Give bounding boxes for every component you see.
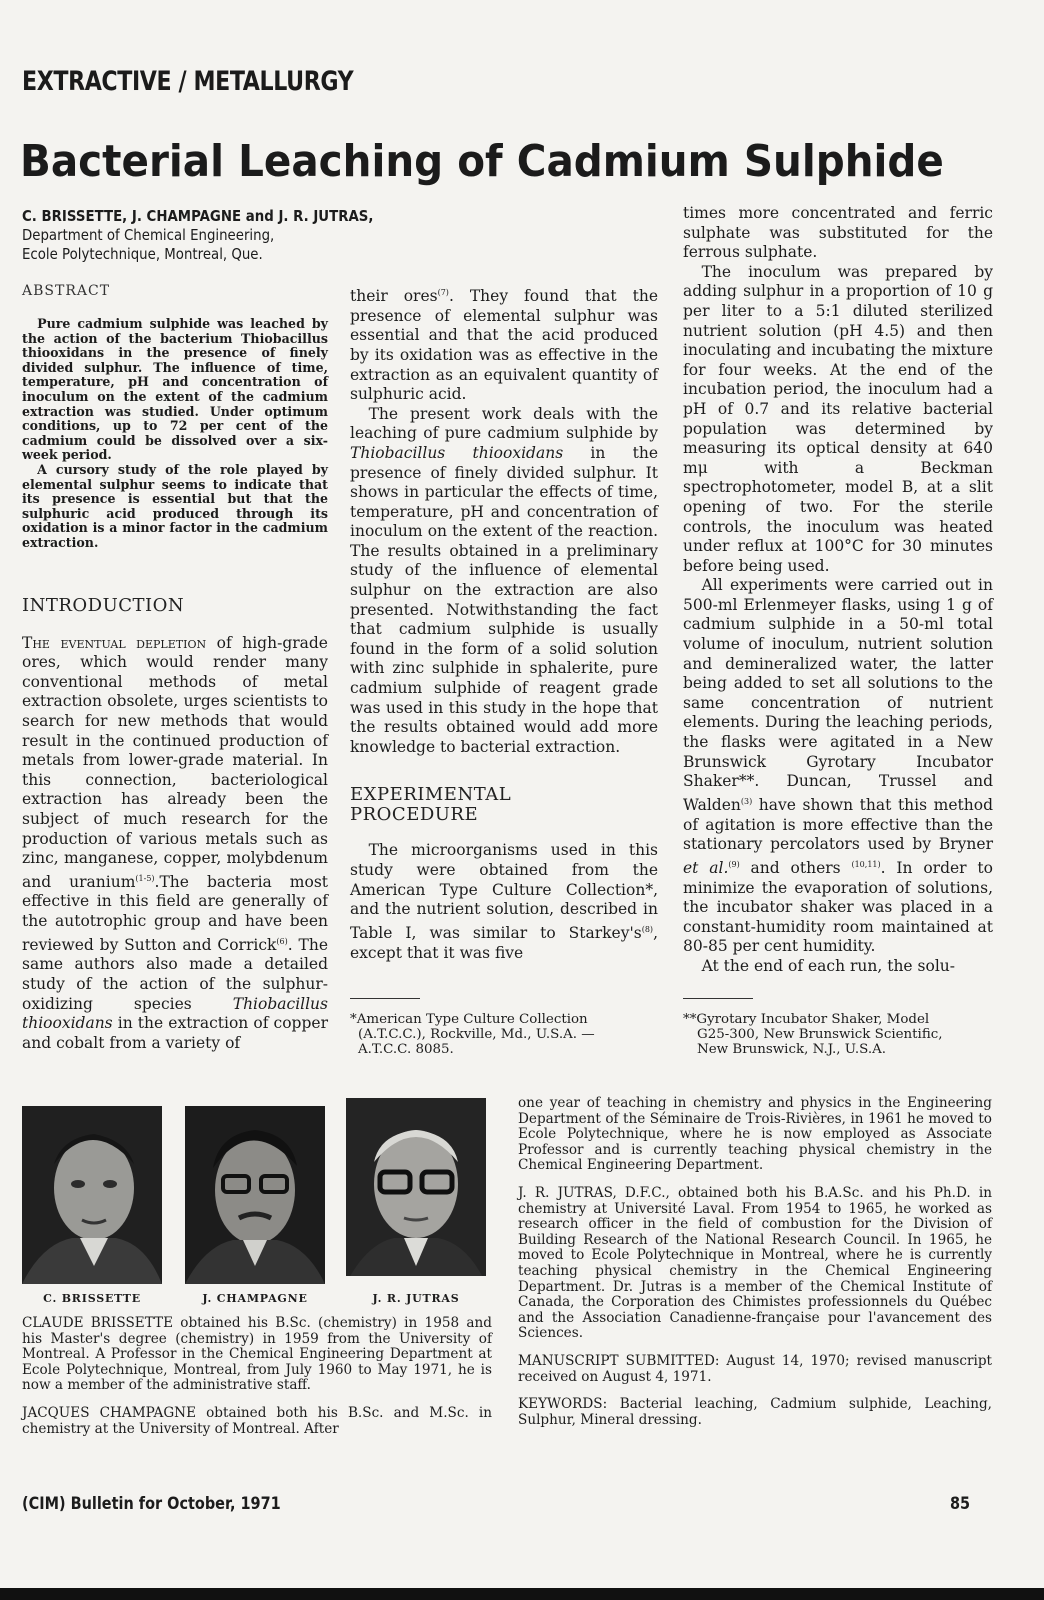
body-paragraph: At the end of each run, the solu- (701, 956, 955, 975)
bios-left (22, 1316, 492, 1449)
body-paragraph (350, 405, 658, 758)
section-header: EXTRACTIVE / METALLURGY (22, 66, 354, 97)
body-text: of high-grade ores, which would render many conventional methods of metal extraction obsolete, urges scientists to search for new methods that would result in the continued production of metals from lower-grade material. In this connection, bacteriological extraction has already been the subject of much research for the production of various metals such as zinc, manganese, copper, molybdenum and uranium (22, 633, 328, 891)
photo-caption: C. BRISSETTE (43, 1292, 141, 1305)
body-text: All experiments were carried out in 500-ml Erlenmeyer flasks, using 1 g of cadmium sulphide in a 50-ml total volume of inoculum, nutrient solution and demineralized water, the latter being added to set all solutions to the same concentration of nutrient elements. During the leaching periods, the flasks were agitated in a New Brunswick Gyrotary Incubator Shaker**. Duncan, Trussel and Walden (683, 576, 993, 814)
reference-marker: (6) (276, 936, 288, 946)
introduction-heading: INTRODUCTION (22, 595, 185, 616)
body-paragraph: The inoculum was prepared by adding sulphur in a proportion of 10 g per liter to a 5:1 diluted sterilized nutrient solution (pH 4.5) and then inoculating and incubating the mixture for four weeks. At the end of the incubation period, the inoculum had a pH of 0.7 and its relative bacterial population was determined by measuring its optical density at 640 mμ with a Beckman spectrophotometer, model B, at a slit opening of two. For the sterile controls, the inoculum was heated under reflux at 100°C for 30 minutes before being used. (683, 262, 993, 575)
heading-line: PROCEDURE (350, 804, 479, 826)
footnote-line: New Brunswick, N.J., U.S.A. (697, 1042, 886, 1057)
body-text: The microorganisms used in this study were obtained from the American Type Culture Collection*, and the nutrient solution, described in Table I, was similar to Starkey's (350, 841, 658, 942)
bios-right (518, 1096, 992, 1440)
introduction-paragraph (22, 634, 328, 1054)
abstract-paragraph: Pure cadmium sulphide was leached by the action of the bacterium Thiobacillus thiooxidans in the presence of finely divided sulphur. The influence of time, temperature, pH and concentration of inoculum on the extent of the cadmium extraction was studied. Under optimum conditions, up to 72 per cent of the cadmium could be dissolved over a six-week period. (22, 316, 328, 463)
author-names: C. BRISSETTE, J. CHAMPAGNE and J. R. JUTRAS, (22, 207, 374, 225)
portrait-image (22, 1106, 162, 1284)
page-number: 85 (950, 1494, 971, 1514)
introduction-section (22, 596, 328, 1053)
abstract-body (22, 317, 328, 551)
species-name: Thiobacillus thiooxidans (350, 443, 564, 462)
body-text: , except that it was five (350, 923, 658, 962)
manuscript-dates: MANUSCRIPT SUBMITTED: August 14, 1970; revised manuscript received on August 4, 1971. (518, 1352, 992, 1385)
footnote (683, 1012, 993, 1057)
footnote-line: *American Type Culture Collection (350, 1012, 588, 1027)
reference-marker: (7) (437, 288, 449, 297)
column-two-text (350, 283, 658, 963)
bio-champagne-start: JACQUES CHAMPAGNE obtained both his B.Sc. and M.Sc. in chemistry at the University of Montreal. After (22, 1404, 492, 1437)
footnote-line: A.T.C.C. 8085. (358, 1042, 454, 1057)
reference-marker: (3) (740, 796, 753, 806)
bio-brissette: CLAUDE BRISSETTE obtained his B.Sc. (chemistry) in 1958 and his Master's degree (chemistry) in 1959 from the University of Montreal. A Professor in the Chemical Engineering Department at Ecole Polytechnique, Montreal, from July 1960 to May 1971, he is now a member of the administrative staff. (22, 1315, 492, 1394)
reference-marker: (9) (728, 859, 740, 869)
footnote-line: (A.T.C.C.), Rockville, Md., U.S.A. — (358, 1027, 595, 1042)
body-text: . They found that the presence of elemental sulphur was essential and that the acid produced by its oxidation was as effective in the extraction as an equivalent quantity of sulphuric acid. (350, 287, 658, 404)
keywords: KEYWORDS: Bacterial leaching, Cadmium sulphide, Leaching, Sulphur, Mineral dressing. (518, 1396, 992, 1428)
body-text: and others (739, 858, 852, 877)
abstract-section (22, 283, 328, 551)
body-paragraph (683, 576, 993, 957)
body-text: The present work deals with the leaching of pure cadmium sulphide by (350, 404, 658, 443)
abstract-paragraph: A cursory study of the role played by elemental sulphur seems to indicate that its presence is essential but that the sulphuric acid produced through its oxidation is a minor factor in the cadmium extraction. (22, 461, 328, 550)
photo-caption: J. R. JUTRAS (372, 1292, 460, 1305)
reference-marker: (1-5) (135, 873, 155, 883)
portrait-image (185, 1106, 325, 1284)
journal-footer: (CIM) Bulletin for October, 1971 (22, 1494, 281, 1514)
reference-marker: (8) (641, 924, 654, 934)
footnote-divider (350, 998, 420, 999)
footnote (350, 1012, 650, 1057)
species-name: Thiobacillus thiooxidans (22, 994, 328, 1033)
page-edge-band (0, 1588, 1044, 1600)
portrait-image (346, 1098, 486, 1276)
body-text: . In order to minimize the evaporation of solutions, the incubator shaker was placed in a constant-humidity room maintained at 80-85 per cent humidity. (683, 858, 993, 956)
photo-caption: J. CHAMPAGNE (202, 1292, 308, 1305)
body-text: . The same authors also made a detailed study of the action of the sulphur-oxidizing species (22, 935, 328, 1013)
author-affiliation-department: Department of Chemical Engineering, (22, 226, 275, 244)
body-text: in the presence of finely divided sulphur. It shows in particular the effects of time, temperature, pH and concentration of inoculum on the extent of the reaction. The results obtained in a preliminary study of the influence of elemental sulphur on the extraction are also presented. Notwithstanding the fact that cadmium sulphide is usually found in the form of a solid solution with zinc sulphide in sphalerite, pure cadmium sulphide of reagent grade was used in this study in the hope that the results obtained would add more knowledge to bacterial extraction. (350, 443, 658, 756)
body-paragraph: times more concentrated and ferric sulphate was substituted for the ferrous sulphate. (683, 204, 993, 262)
author-affiliation-school: Ecole Polytechnique, Montreal, Que. (22, 245, 263, 263)
author-photo-jutras (346, 1098, 486, 1276)
footnote-line: **Gyrotary Incubator Shaker, Model (683, 1012, 930, 1027)
body-paragraph (350, 841, 658, 963)
column-three-text (683, 204, 993, 976)
body-text: .The bacteria most effective in this field are generally of the autotrophic group and have been reviewed by Sutton and Corrick (22, 872, 329, 954)
heading-line: EXPERIMENTAL (350, 784, 512, 806)
bio-jutras: J. R. JUTRAS, D.F.C., obtained both his B.A.Sc. and his Ph.D. in chemistry at Université Laval. From 1954 to 1965, he worked as research officer in the field of combustion for the Division of Building Research of the National Research Council. In 1965, he moved to Ecole Polytechnique in Montreal, where he is currently teaching physical chemistry in the Chemical Engineering Department. Dr. Jutras is a member of the Chemical Institute of Canada, the Corporation des Chimistes professionnels du Québec and the Association Canadienne-française pour l'avancement des Sciences. (518, 1184, 992, 1342)
lead-in-text: The eventual depletion (22, 633, 207, 652)
author-photo-brissette (22, 1106, 162, 1284)
footnote-line: G25-300, New Brunswick Scientific, (697, 1027, 943, 1042)
body-text: their ores (350, 287, 438, 306)
author-photo-champagne (185, 1106, 325, 1284)
author-block (22, 207, 373, 264)
article-title: Bacterial Leaching of Cadmium Sulphide (20, 136, 944, 187)
body-text: have shown that this method of agitation is more effective than the stationary percolators used by Bryner (683, 795, 993, 854)
body-text: in the extraction of copper and cobalt from a variety of (22, 1014, 328, 1052)
abstract-label: ABSTRACT (22, 283, 111, 299)
footnote-divider (683, 998, 753, 999)
reference-marker: (10,11) (851, 859, 881, 869)
bio-champagne-cont: one year of teaching in chemistry and physics in the Engineering Department of the Séminaire de Trois-Rivières, in 1961 he moved to Ecole Polytechnique, where he is now employed as Associate Professor and is currently teaching physical chemistry in the Chemical Engineering Department. (518, 1095, 992, 1174)
body-paragraph (350, 283, 658, 405)
experimental-heading (350, 785, 658, 825)
latin-abbrev: et al. (683, 858, 729, 877)
